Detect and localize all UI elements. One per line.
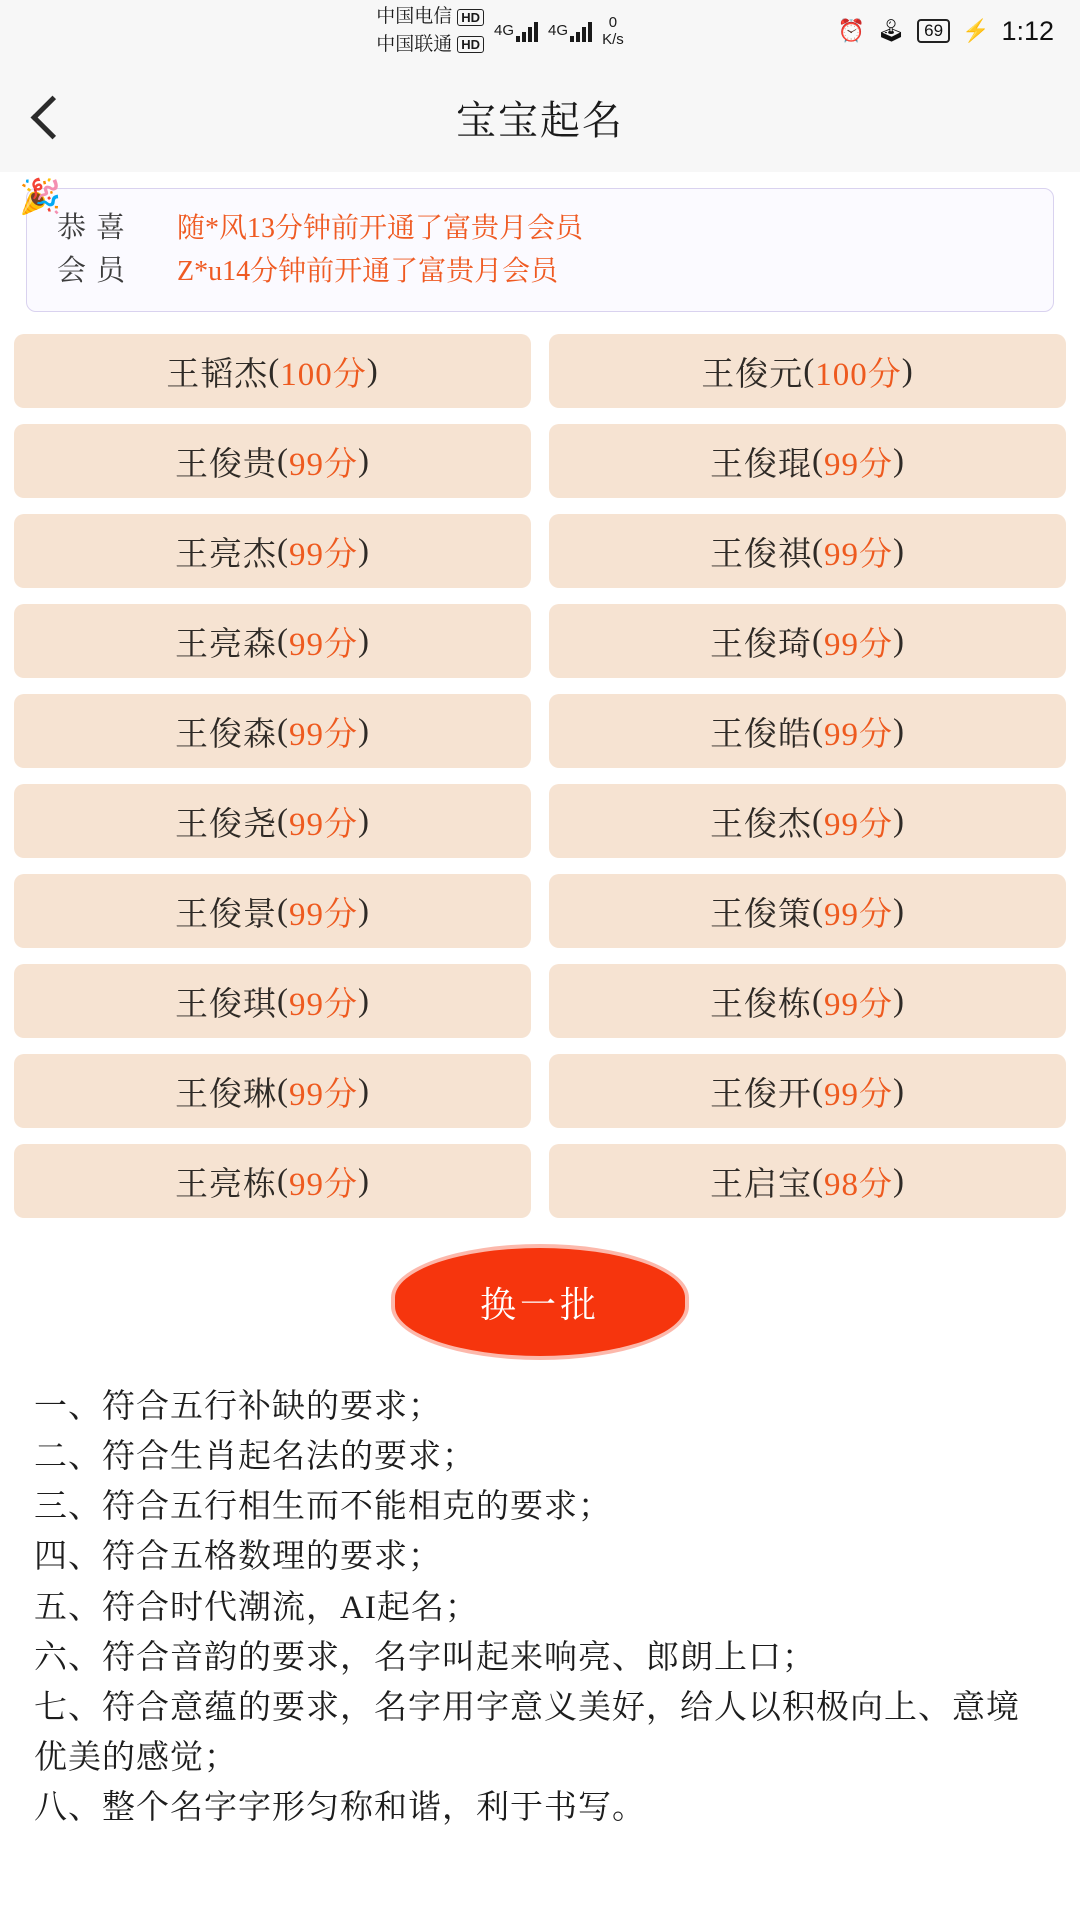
name-item[interactable]: 王俊森 ( 99分 )	[14, 694, 531, 768]
rule-item: 一、符合五行补缺的要求；	[34, 1389, 442, 1425]
name-text: 王俊琳	[175, 1076, 277, 1113]
name-item[interactable]: 王亮杰 ( 99分 )	[14, 514, 531, 588]
signal-group-1	[494, 20, 538, 42]
name-score: 99分	[289, 536, 358, 573]
name-text: 王俊尧	[175, 806, 277, 843]
page-content	[0, 179, 1080, 1833]
charging-bolt-icon: ⚡	[962, 18, 990, 43]
name-score: 99分	[824, 536, 893, 573]
app-header	[0, 62, 1080, 172]
name-text: 王俊策	[710, 896, 812, 933]
name-text: 王亮栋	[175, 1166, 277, 1203]
name-score: 99分	[289, 1166, 358, 1203]
name-text: 王俊祺	[710, 536, 812, 573]
name-score: 99分	[824, 896, 893, 933]
name-text: 王俊琨	[710, 446, 812, 483]
rule-item: 八、整个名字字形匀称和谐，利于书写。	[34, 1790, 646, 1827]
name-item[interactable]: 王韬杰 ( 100分 )	[14, 334, 531, 408]
notice-message: 随*风13分钟前开通了富贵月会员	[177, 212, 584, 244]
name-text: 王俊森	[175, 716, 277, 753]
name-item[interactable]: 王俊元 ( 100分 )	[549, 334, 1066, 408]
refresh-names-button[interactable]: 换一批	[395, 1248, 685, 1356]
carrier-row-2	[376, 31, 484, 59]
hd-badge-1: HD	[457, 9, 484, 26]
status-bar-clock: 1:12	[1001, 15, 1054, 46]
name-item[interactable]: 王俊尧 ( 99分 )	[14, 784, 531, 858]
name-score: 98分	[824, 1166, 893, 1203]
name-text: 王俊景	[175, 896, 277, 933]
name-text: 王俊琦	[710, 626, 812, 663]
rule-item: 二、符合生肖起名法的要求；	[34, 1439, 476, 1476]
name-item[interactable]: 王亮森 ( 99分 )	[14, 604, 531, 678]
rule-item: 七、符合意蕴的要求，名字用字意义美好，给人以积极向上、意境优美的感觉；	[34, 1689, 1020, 1777]
hd-badge-2: HD	[457, 36, 484, 53]
carrier-name-2: 中国联通	[376, 34, 453, 55]
name-text: 王俊栋	[710, 986, 812, 1023]
status-bar-right-group	[838, 0, 1054, 62]
name-score: 99分	[289, 716, 358, 753]
notice-label	[57, 207, 177, 294]
page-title: 宝宝起名	[456, 97, 624, 143]
name-text: 王俊皓	[710, 716, 812, 753]
name-list	[14, 334, 1066, 1218]
background-watermark: 名	[859, 1268, 1010, 1434]
name-item[interactable]: 王俊杰 ( 99分 )	[549, 784, 1066, 858]
carrier-row-1	[376, 3, 484, 31]
network-type-2: 4G	[548, 22, 569, 39]
naming-rules-list	[34, 1382, 1046, 1833]
name-item[interactable]: 王俊策 ( 99分 )	[549, 874, 1066, 948]
carrier-name-1: 中国电信	[376, 6, 453, 28]
notice-label-line1: 恭喜	[57, 211, 136, 244]
data-speed-value: 0	[608, 13, 618, 31]
name-item[interactable]: 王启宝 ( 98分 )	[549, 1144, 1066, 1218]
bluetooth-icon: 🕹	[877, 18, 906, 43]
signal-bars-icon-2	[570, 20, 592, 42]
battery-level: 69	[917, 19, 950, 43]
name-score: 99分	[289, 806, 358, 843]
name-score: 99分	[824, 986, 893, 1023]
name-item[interactable]: 王俊皓 ( 99分 )	[549, 694, 1066, 768]
data-speed-unit: K/s	[602, 31, 624, 48]
name-score: 99分	[824, 716, 893, 753]
name-text: 王亮杰	[175, 536, 277, 573]
notice-label-line2: 会员	[57, 255, 136, 287]
name-text: 王俊琪	[175, 986, 277, 1023]
name-score: 99分	[824, 446, 893, 483]
name-score: 99分	[289, 896, 358, 933]
carrier-info	[376, 3, 484, 58]
data-speed	[602, 14, 624, 49]
name-item[interactable]: 王俊开 ( 99分 )	[549, 1054, 1066, 1128]
refresh-button-wrapper	[0, 1248, 1080, 1356]
signal-bars-icon-1	[516, 20, 538, 42]
rule-item: 四、符合五格数理的要求；	[34, 1539, 442, 1576]
member-notice-banner	[19, 179, 1054, 312]
status-bar	[0, 0, 1080, 62]
name-score: 99分	[824, 806, 893, 843]
name-score: 99分	[289, 986, 358, 1023]
rule-item: 六、符合音韵的要求，名字叫起来响亮、郎朗上口；	[34, 1639, 816, 1676]
name-text: 王俊贵	[175, 446, 277, 483]
rule-item: 五、符合时代潮流，AI起名；	[34, 1589, 479, 1626]
name-score: 100分	[815, 356, 902, 393]
name-text: 王俊元	[701, 356, 804, 393]
rule-item: 三、符合五行相生而不能相克的要求；	[34, 1489, 612, 1526]
celebration-icon: 🎉	[19, 179, 62, 216]
name-score: 99分	[824, 626, 893, 663]
name-text: 王韬杰	[166, 356, 269, 393]
name-score: 99分	[289, 626, 358, 663]
name-item[interactable]: 王亮栋 ( 99分 )	[14, 1144, 531, 1218]
name-item[interactable]: 王俊琨 ( 99分 )	[549, 424, 1066, 498]
notice-message: Z*u14分钟前开通了富贵月会员	[177, 256, 559, 287]
name-score: 100分	[280, 356, 367, 393]
name-text: 王亮森	[175, 626, 277, 663]
name-item[interactable]: 王俊琪 ( 99分 )	[14, 964, 531, 1038]
name-text: 王俊开	[710, 1076, 812, 1113]
name-item[interactable]: 王俊祺 ( 99分 )	[549, 514, 1066, 588]
name-item[interactable]: 王俊琳 ( 99分 )	[14, 1054, 531, 1128]
name-score: 99分	[824, 1076, 893, 1113]
status-bar-left-group	[376, 3, 624, 58]
name-item[interactable]: 王俊景 ( 99分 )	[14, 874, 531, 948]
name-score: 99分	[289, 446, 358, 483]
signal-group-2	[548, 20, 592, 42]
name-item[interactable]: 王俊栋 ( 99分 )	[549, 964, 1066, 1038]
network-type-1: 4G	[494, 22, 515, 39]
name-text: 王启宝	[710, 1166, 812, 1203]
name-text: 王俊杰	[710, 806, 812, 843]
name-score: 99分	[289, 1076, 358, 1113]
name-item[interactable]: 王俊琦 ( 99分 )	[549, 604, 1066, 678]
notice-messages	[177, 207, 583, 294]
name-item[interactable]: 王俊贵 ( 99分 )	[14, 424, 531, 498]
alarm-clock-icon: ⏰	[837, 18, 866, 43]
